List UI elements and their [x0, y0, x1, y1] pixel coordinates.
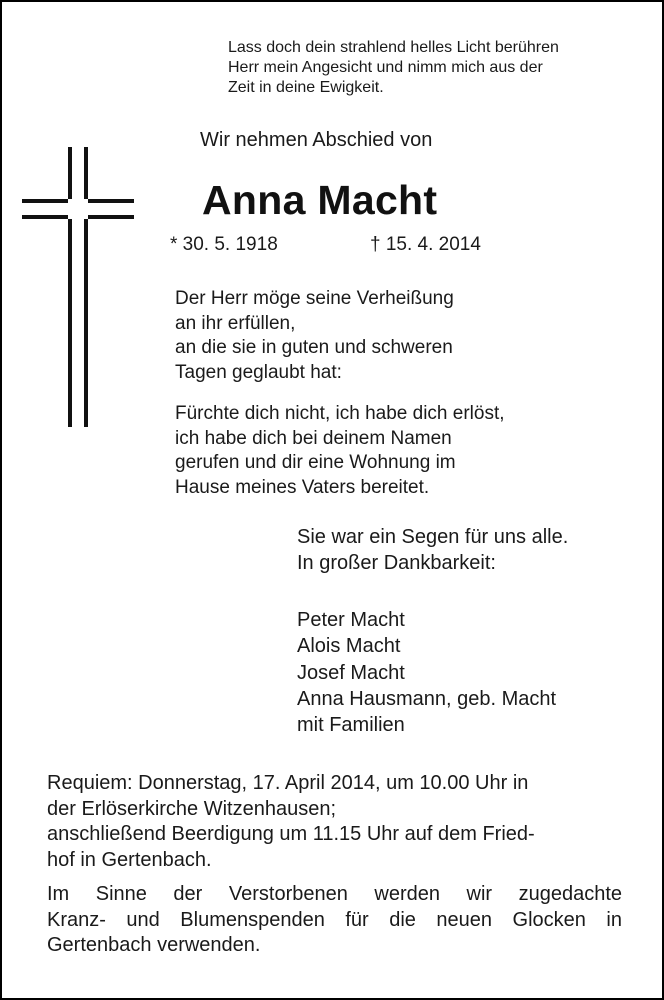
gratitude-line: In großer Dankbarkeit:: [297, 551, 496, 574]
requiem-line: Requiem: Donnerstag, 17. April 2014, um 10.00 Uhr in: [47, 772, 529, 794]
blessing-verse: [175, 287, 454, 385]
verse-line: Tagen geglaubt hat:: [175, 361, 342, 383]
verse-line: an die sie in guten und schweren: [175, 337, 453, 358]
verse-line: Hause meines Vaters bereitet.: [175, 476, 430, 498]
requiem-line: hof in Gertenbach.: [47, 848, 212, 871]
mourner-name: Josef Macht: [297, 661, 405, 684]
note-line: Im Sinne der Verstorbenen werden wir zugedachte: [47, 883, 622, 905]
cross-icon: [22, 147, 134, 427]
requiem-info: [47, 771, 535, 873]
motto-verse: [228, 38, 559, 98]
birth-date: * 30. 5. 1918: [170, 234, 278, 255]
note-line: Kranz- und Blumenspenden für die neuen Glocken in: [47, 908, 622, 931]
mourners-list: [297, 607, 556, 738]
note-line: Gertenbach verwenden.: [47, 934, 261, 956]
requiem-line: der Erlöserkirche Witzenhausen;: [47, 797, 337, 820]
mourner-name: Alois Macht: [297, 635, 401, 658]
motto-line: Lass doch dein strahlend helles Licht berühren: [228, 39, 559, 56]
mourner-name: mit Familien: [297, 714, 405, 737]
death-date: † 15. 4. 2014: [370, 234, 481, 255]
gratitude-text: [297, 525, 568, 576]
verse-line: Fürchte dich nicht, ich habe dich erlöst,: [175, 403, 505, 424]
deceased-name: Anna Macht: [202, 177, 438, 223]
motto-line: Zeit in deine Ewigkeit.: [228, 79, 384, 96]
intro-text: Wir nehmen Abschied von: [200, 129, 433, 151]
verse-line: Der Herr möge seine Verheißung: [175, 288, 454, 309]
mourner-name: Anna Hausmann, geb. Macht: [297, 687, 557, 710]
motto-line: Herr mein Angesicht und nimm mich aus der: [228, 59, 543, 76]
verse-line: an ihr erfüllen,: [175, 312, 296, 334]
requiem-line: anschließend Beerdigung um 11.15 Uhr auf dem Fried-: [47, 823, 535, 845]
scripture-verse: [175, 402, 505, 500]
donation-note: [47, 882, 622, 959]
gratitude-line: Sie war ein Segen für uns alle.: [297, 526, 569, 548]
verse-line: gerufen und dir eine Wohnung im: [175, 452, 456, 473]
mourner-name: Peter Macht: [297, 609, 405, 631]
verse-line: ich habe dich bei deinem Namen: [175, 427, 452, 449]
